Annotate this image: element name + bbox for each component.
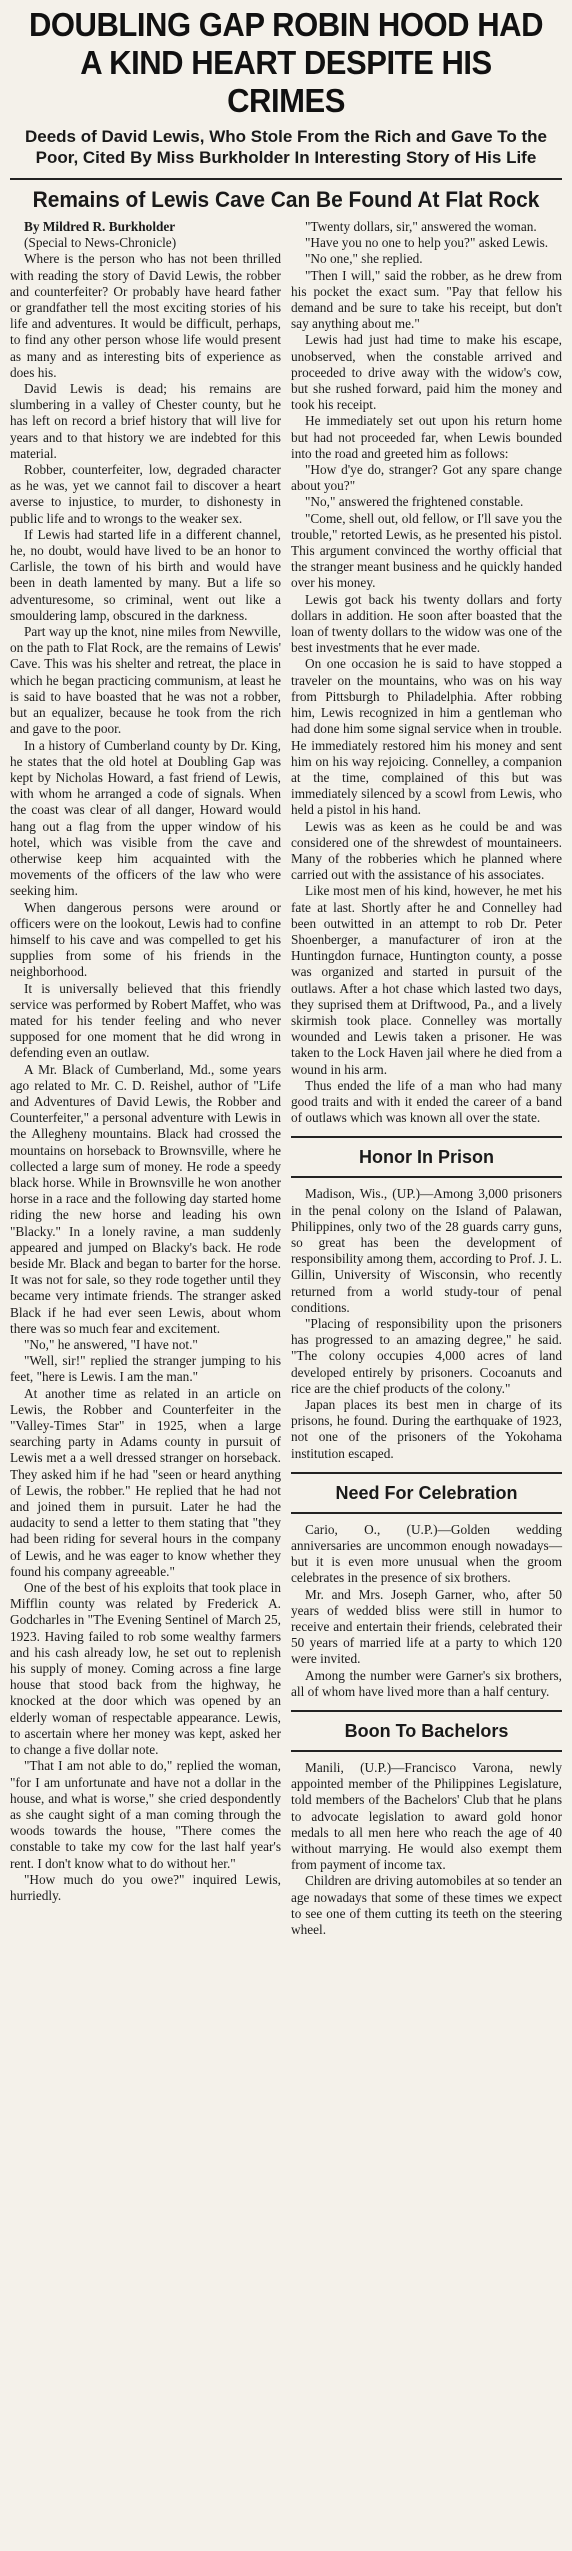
paragraph: "Then I will," said the robber, as he drew from his pocket the exact sum. "Pay that fellow his demand and be sure to take his receipt, but don't say anything about me."	[291, 267, 562, 332]
headline: DOUBLING GAP ROBIN HOOD HAD A KIND HEART DESPITE HIS CRIMES	[28, 6, 544, 119]
paragraph: "That I am not able to do," replied the woman, "for I am unfortunate and have not a dollar in the house, and what is worse," she cried despondently as she caught sight of a man coming through the woods towards the house, "There comes the constable to take my cow for the last half year's rent. I don't know what to do without her."	[10, 1758, 281, 1871]
paragraph: "How much do you owe?" inquired Lewis, hurriedly.	[10, 1871, 281, 1903]
section-heading: Boon To Bachelors	[291, 1710, 562, 1752]
paragraph: "How d'ye do, stranger? Got any spare change about you?"	[291, 462, 562, 494]
section-paragraph: Children are driving automobiles at so tender an age nowadays that some of these times we expect to see one of them cutting its teeth on the steering wheel.	[291, 1873, 562, 1938]
paragraph: "Well, sir!" replied the stranger jumping to his feet, "here is Lewis. I am the man."	[10, 1353, 281, 1385]
paragraph: Where is the person who has not been thrilled with reading the story of David Lewis, the robber and counterfeiter? Or probably have heard father or grandfather tell the most exciting stories of his life and adventures. It would be difficult, perhaps, to find any other person whose life would present as many and as interesting bits of experience as does his.	[10, 251, 281, 380]
byline	[10, 219, 281, 251]
paragraph: "Twenty dollars, sir," answered the woman.	[305, 219, 537, 234]
news-briefs	[291, 1136, 562, 1938]
paragraph: Lewis was as keen as he could be and was considered one of the shrewdest of mountaineers. Many of the robberies which he planned where carried out with the assistance of his associates.	[291, 818, 562, 883]
right-column	[291, 219, 562, 1938]
paragraph: "No," he answered, "I have not."	[24, 1337, 198, 1353]
paragraph: Part way up the knot, nine miles from Newville, on the path to Flat Rock, are the remains of Lewis' Cave. This was his shelter and retreat, the place in which he began practicing communism, at least he is said to have boasted that he was not a robber, but an equalizer, because he took from the rich and gave to the poor.	[10, 624, 281, 737]
paragraph: When dangerous persons were around or officers were on the lookout, Lewis had to confine himself to his cave and was compelled to get his supplies from some of his friends in the neighborhood.	[10, 899, 281, 980]
byline-credit: (Special to News-Chronicle)	[24, 235, 177, 251]
section-heading: Honor In Prison	[291, 1136, 562, 1178]
section-paragraph: "Placing of responsibility upon the prisoners has progressed to an amazing degree," he said. "The colony occupies 4,000 acres of land developed entirely by prisoners. Cocoanuts and rice are the chief products of the colony."	[291, 1316, 562, 1396]
paragraph: "Have you no one to help you?" asked Lewis.	[305, 235, 549, 251]
paragraph: A Mr. Black of Cumberland, Md., some years ago related to Mr. C. D. Reishel, author of "Life and Adventures of David Lewis, the Robber and Counterfeiter," a personal adventure with Lewis in the Allegheny mountains. Black had crossed the mountains on horseback to Brownsville, where he collected a large sum of money. He rode a speedy black horse. While in Brownsville he won another horse in a race and the following day started home riding the new horse and leading his own "Blacky." In a lonely ravine, a man suddenly appeared and jumped on Blacky's back. He rode beside Mr. Black and began to barter for the horse. It was not for sale, so they rode together until they became very intimate friends. The stranger asked Black if he had ever seen Lewis, about whom there was so much fear and excitement.	[10, 1061, 281, 1336]
paragraph: "Come, shell out, old fellow, or I'll save you the trouble," retorted Lewis, as he presented his pistol. This argument convinced the worthy official that the stranger meant business and he quickly handed over his money.	[291, 510, 562, 591]
byline-author: By Mildred R. Burkholder	[24, 219, 176, 234]
left-paragraphs	[10, 251, 281, 1904]
left-column	[10, 219, 281, 1938]
section-paragraph: Cario, O., (U.P.)—Golden wedding anniversaries are uncommon enough nowadays—but it is even more unusual when the groom celebrates in the presence of six brothers.	[291, 1521, 562, 1586]
paragraph: Thus ended the life of a man who had many good traits and with it ended the career of a band of outlaws which was known all over the state.	[291, 1077, 562, 1126]
paragraph: Like most men of his kind, however, he met his fate at last. Shortly after he and Connelley had been outwitted in an attempt to rob Dr. Peter Shoenberger, a manufacturer of iron at the Huntingdon furnace, Huntington county, a posse was organized and started in pursuit of the outlaws. After a hot chase which lasted two days, they suprised them at Driftwood, Pa., and a lively skirmish took place. Connelley was mortally wounded and Lewis taken a prisoner. He was taken to the Lock Haven jail where he died from a wound in his arm.	[291, 883, 562, 1077]
paragraph: On one occasion he is said to have stopped a traveler on the mountains, who was on his way from Pittsburgh to Philadelphia. After robbing him, Lewis recognized in him a gentleman who had done him some signal service when in trouble. He immediately restored him his money and sent him on his way rejoicing. Connelley, a companion at the time, complained of this but was immediately silenced by a scowl from Lewis, who held a pistol in his hand.	[291, 656, 562, 818]
paragraph: Robber, counterfeiter, low, degraded character as he was, yet we cannot fail to discover a heart averse to injustice, to murder, to dishonesty in public life and to wrongs to the weaker sex.	[10, 462, 281, 526]
paragraph: In a history of Cumberland county by Dr. King, he states that the old hotel at Doubling Gap was kept by Nicholas Howard, a fast friend of Lewis, with whom he arranged a code of signals. When the coast was clear of all danger, Howard would hang out a flag from the upper window of his hotel, which was visible from the cave and otherwise keep him acquainted with the movements of the officers of the law who were seeking him.	[10, 737, 281, 899]
section-paragraph: Manili, (U.P.)—Francisco Varona, newly appointed member of the Philippines Legislature, told members of the Bachelors' Club that he plans to advocate legislation to award gold honor medals to all men here who reach the age of 40 without marrying. He would also exempt them from payment of income tax.	[291, 1760, 562, 1873]
section-paragraph: Mr. and Mrs. Joseph Garner, who, after 50 years of wedded bliss were still in humor to receive and entertain their friends, celebrated their 50 years of married life at a party to which 120 were invited.	[291, 1586, 562, 1667]
paragraph: One of the best of his exploits that took place in Mifflin county was related by Frederick A. Godcharles in "The Evening Sentinel of March 25, 1923. Having failed to rob some wealthy farmers and his cash already low, he set out to replenish his supply of money. Coming across a fine large house that stood back from the highway, he knocked at the door which was opened by an elderly woman of respectable appearance. Lewis, to ascertain where her money was kept, asked her to change a five dollar note.	[10, 1580, 281, 1758]
divider	[10, 178, 562, 180]
right-paragraphs	[291, 219, 562, 1126]
paragraph: Lewis had just had time to make his escape, unobserved, when the constable arrived and proceeded to drive away with the widow's cow, but she rushed forward, paid him the money and took his receipt.	[291, 332, 562, 413]
paragraph: It is universally believed that this friendly service was performed by Robert Maffet, who was mated for his tender feeling and who never supposed for one moment that he did wrong in defending even an outlaw.	[10, 980, 281, 1061]
section-paragraph: Japan places its best men in charge of its prisons, he found. During the earthquake of 1923, not one of the prisoners of the Yokohama institution escaped.	[291, 1397, 562, 1461]
paragraph: "No," answered the frightened constable.	[305, 494, 524, 510]
paragraph: He immediately set out upon his return home but had not proceeded far, when Lewis bounded into the road and greeted him as follows:	[291, 413, 562, 461]
article-columns	[10, 219, 562, 1938]
deck: Deeds of David Lewis, Who Stole From the Rich and Gave To the Poor, Cited By Miss Burkholder In Interesting Story of His Life	[24, 127, 548, 167]
paragraph: Lewis got back his twenty dollars and forty dollars in addition. He soon after boasted that the loan of twenty dollars to the widow was one of the best investments that he ever made.	[291, 591, 562, 656]
section-heading: Need For Celebration	[291, 1472, 562, 1514]
paragraph: David Lewis is dead; his remains are slumbering in a valley of Chester county, but he has left on record a brief history that will live for years and to that history we are indebted for this material.	[10, 381, 281, 461]
section-paragraph: Among the number were Garner's six brothers, all of whom have lived more than a half century.	[291, 1667, 562, 1699]
paragraph: If Lewis had started life in a different channel, he, no doubt, would have lived to be an honor to Carlisle, the town of his birth and would have been in death lamented by many. But a life so adventuresome, so criminal, went out like a smouldering lamp, obscured in the darkness.	[10, 526, 281, 623]
paragraph: At another time as related in an article on Lewis, the Robber and Counterfeiter in the "Valley-Times Star" in 1925, when a large searching party in Adams county in pursuit of Lewis met a a well dressed stranger on horseback. They asked him if he had "seen or heard anything of Lewis, the robber." He replied that he had not and joined them in pursuit. Later he had the audacity to send a letter to them stating that "they had been riding for several hours in the company of Lewis, and he was eager to know whether they found his company agreeable."	[10, 1385, 281, 1579]
subhead: Remains of Lewis Cave Can Be Found At Flat Rock	[32, 187, 540, 212]
section-paragraph: Madison, Wis., (UP.)—Among 3,000 prisoners in the penal colony on the Island of Palawan, Philippines, only two of the 28 guards carry guns, so great has been the development of responsibility among them, according to Prof. J. L. Gillin, University of Wisconsin, who recently returned from a world study-tour of penal conditions.	[291, 1186, 562, 1315]
paragraph: "No one," she replied.	[305, 251, 423, 267]
